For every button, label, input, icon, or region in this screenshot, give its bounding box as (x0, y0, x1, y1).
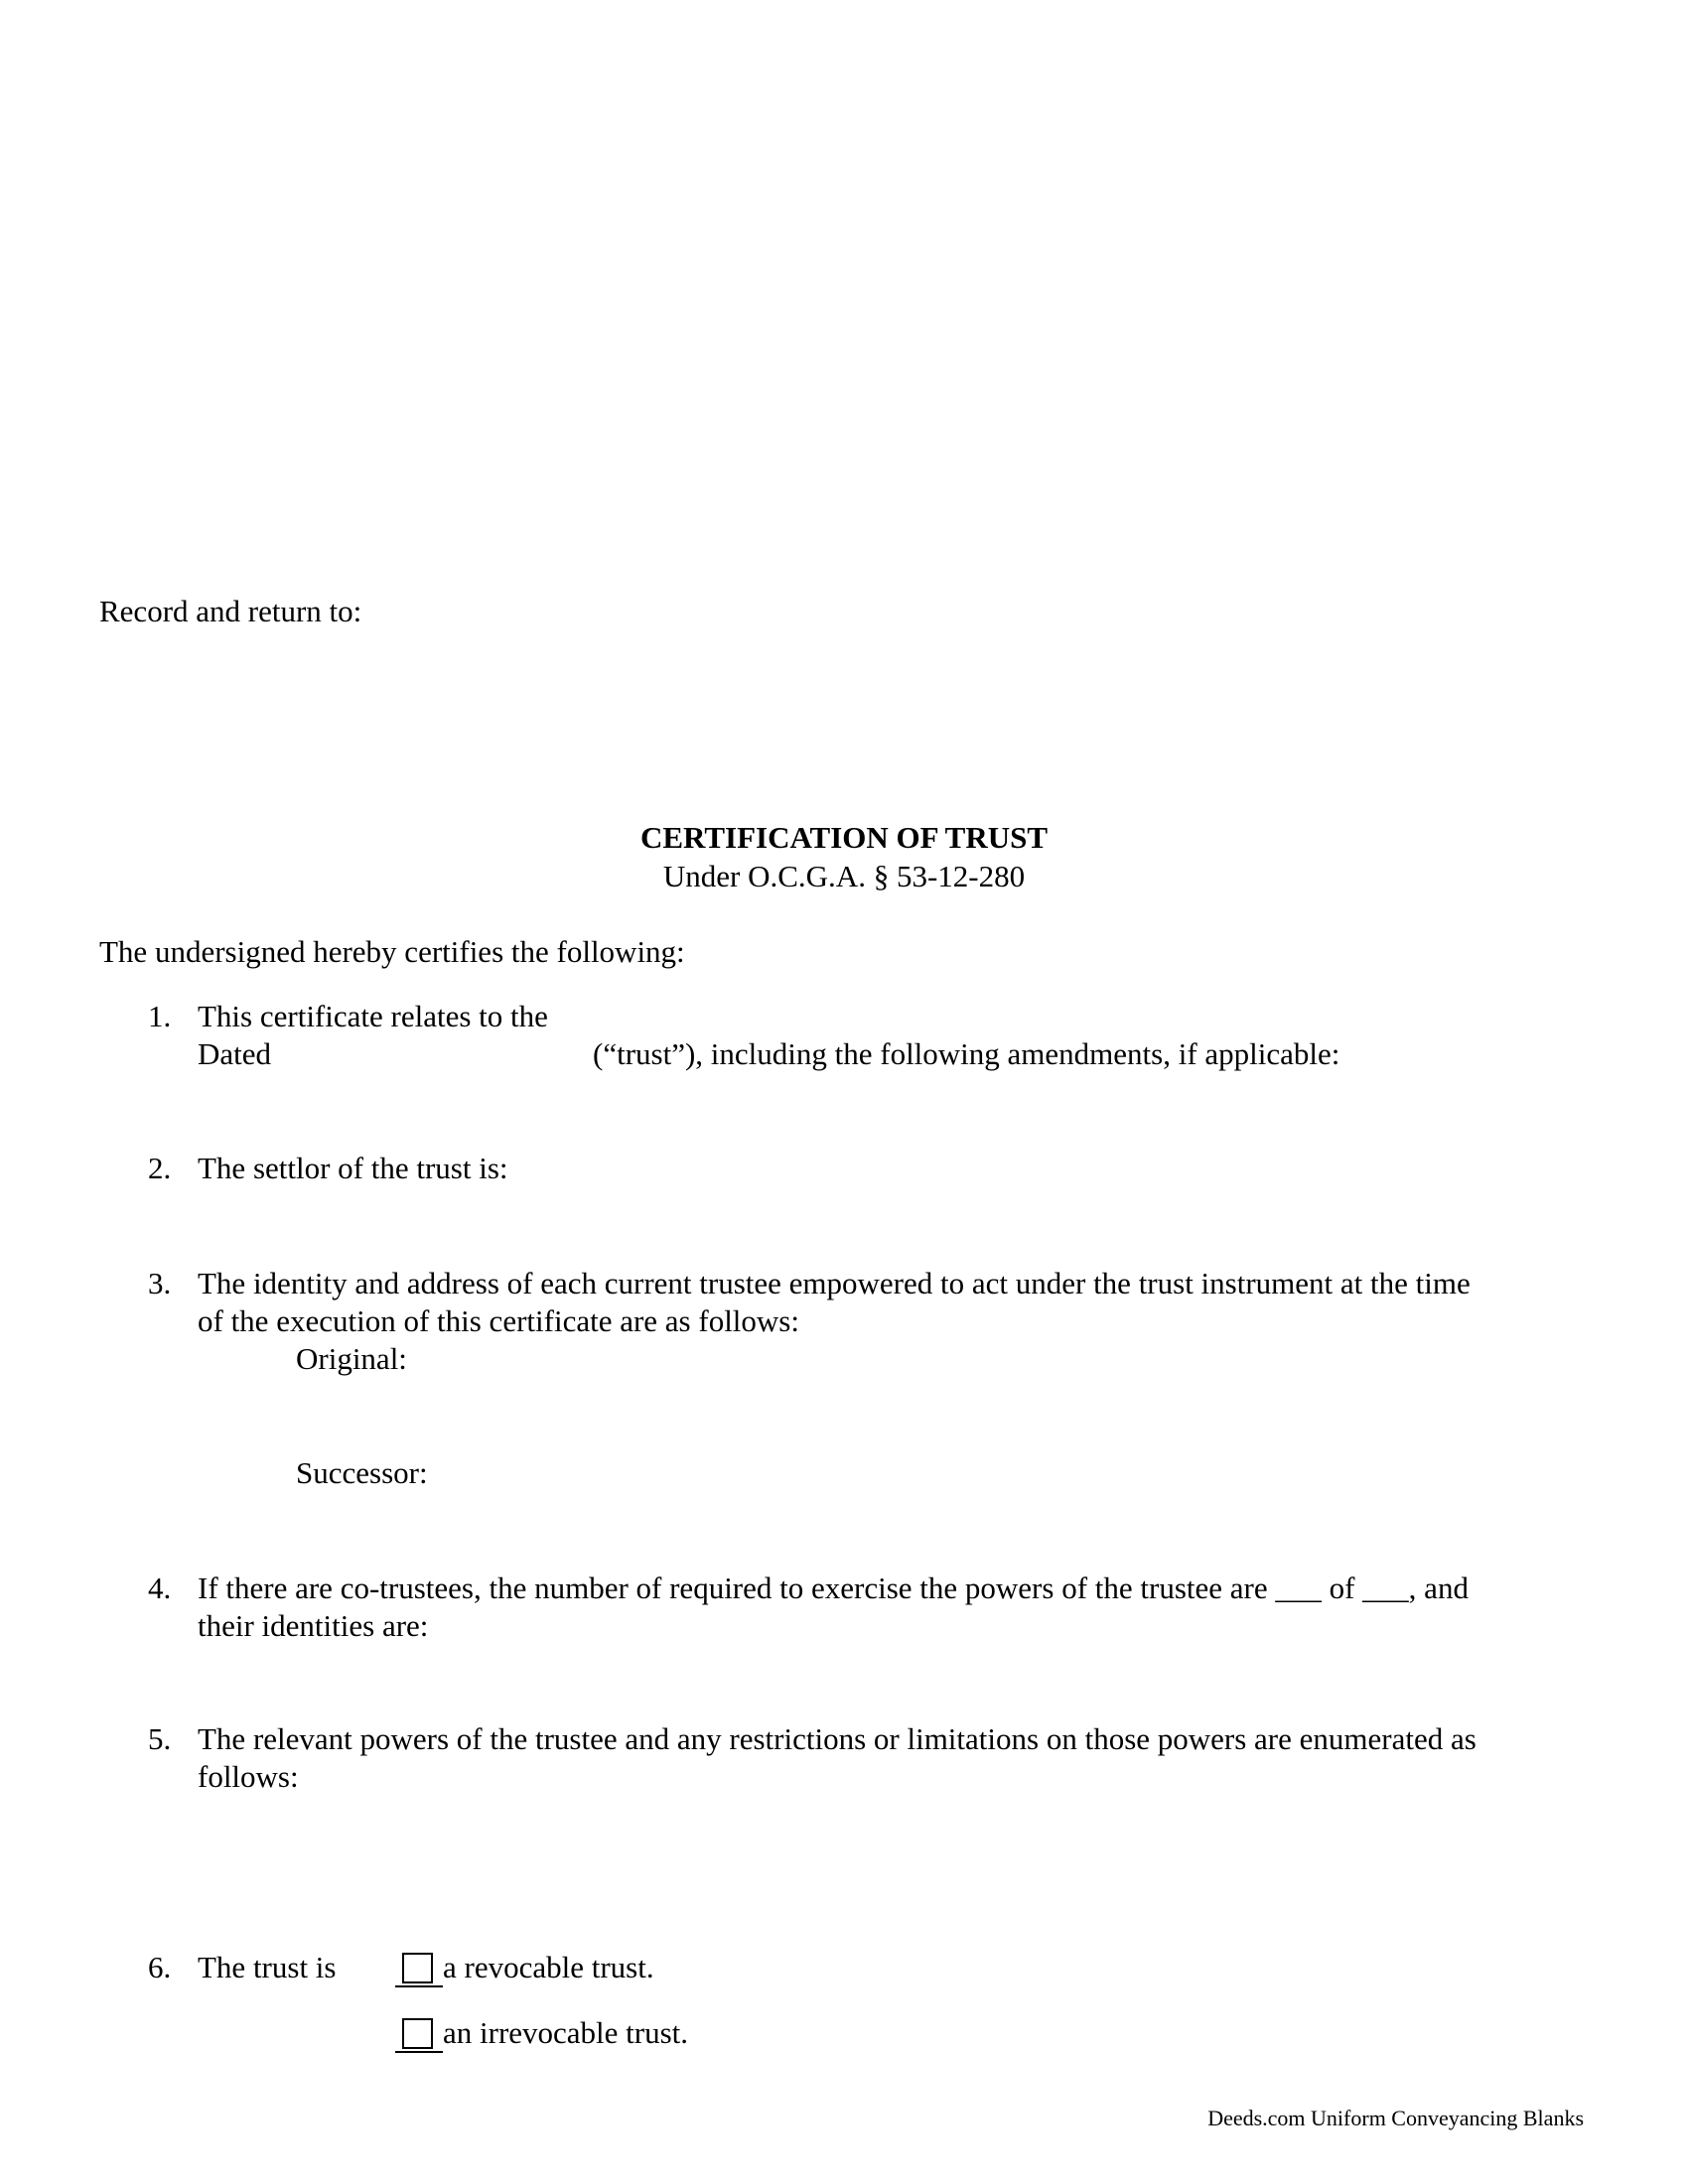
irrevocable-underline (395, 2051, 443, 2053)
item-6-number: 6. (148, 1950, 172, 1984)
intro-text: The undersigned hereby certifies the following: (99, 934, 685, 969)
item-4-number: 4. (148, 1570, 172, 1605)
document-title: CERTIFICATION OF TRUST (639, 820, 1049, 855)
item-1-dated-label: Dated (198, 1036, 272, 1071)
record-return-label: Record and return to: (99, 594, 362, 628)
item-2-text: The settlor of the trust is: (198, 1151, 508, 1185)
item-6-text: The trust is (198, 1950, 337, 1984)
revocable-option-label: a revocable trust. (443, 1950, 654, 1984)
revocable-checkbox[interactable] (402, 1953, 433, 1983)
item-5-line1: The relevant powers of the trustee and any restrictions or limitations on those powers are enumerated as (198, 1721, 1477, 1756)
successor-trustee-label: Successor: (296, 1455, 428, 1490)
item-1-trust-suffix: (“trust”), including the following amendments, if applicable: (593, 1036, 1340, 1071)
item-2-number: 2. (148, 1151, 172, 1185)
item-4-line1: If there are co-trustees, the number of required to exercise the powers of the trustee are ___ of ___, and (198, 1570, 1469, 1605)
item-5-number: 5. (148, 1721, 172, 1756)
revocable-underline (395, 1985, 443, 1987)
original-trustee-label: Original: (296, 1341, 407, 1376)
item-4-line2: their identities are: (198, 1608, 429, 1643)
item-5-line2: follows: (198, 1759, 299, 1794)
item-1-line1: This certificate relates to the (198, 999, 548, 1033)
item-3-line2: of the execution of this certificate are as follows: (198, 1303, 799, 1338)
footer-text: Deeds.com Uniform Conveyancing Blanks (1207, 2106, 1584, 2130)
irrevocable-checkbox[interactable] (402, 2018, 433, 2049)
item-1-number: 1. (148, 999, 172, 1033)
item-3-line1: The identity and address of each current trustee empowered to act under the trust instrument at the time (198, 1266, 1471, 1300)
irrevocable-option-label: an irrevocable trust. (443, 2015, 689, 2050)
item-3-number: 3. (148, 1266, 172, 1300)
document-subtitle: Under O.C.G.A. § 53-12-280 (662, 859, 1026, 893)
